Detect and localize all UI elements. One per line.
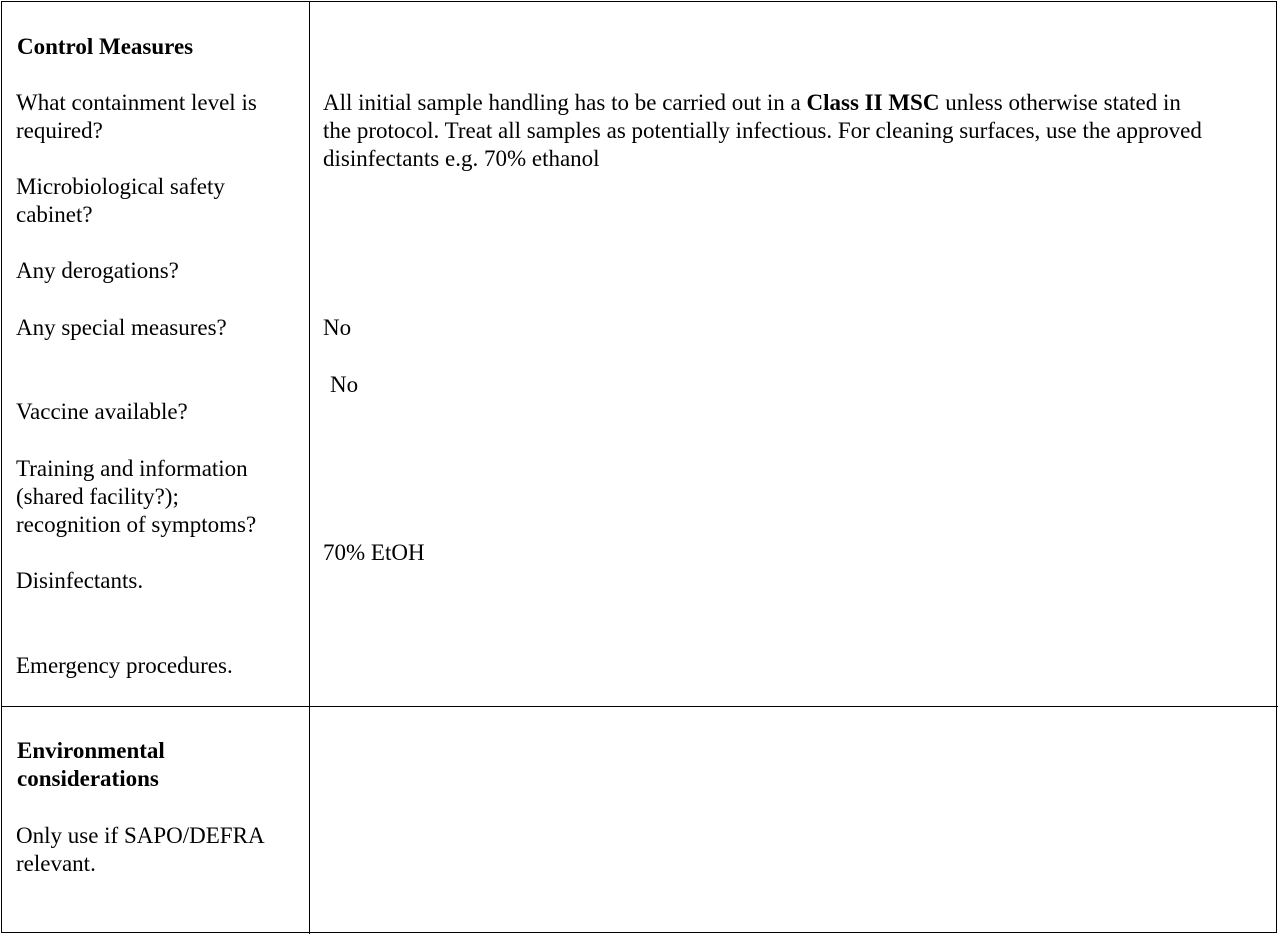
question-training-line1: Training and information (16, 456, 248, 481)
row-divider (1, 706, 1278, 707)
answer-disinfectants: 70% EtOH (323, 540, 425, 565)
question-training-line3: recognition of symptoms? (16, 512, 257, 537)
question-containment-line2: required? (16, 118, 103, 143)
question-vaccine: Vaccine available? (16, 399, 188, 424)
question-special-measures: Any special measures? (16, 315, 227, 340)
answer-containment-line3: disinfectants e.g. 70% ethanol (323, 146, 600, 171)
question-disinfectants: Disinfectants. (16, 568, 144, 593)
environmental-heading-line1: Environmental (17, 738, 165, 763)
answer-special-measures: No (323, 315, 352, 340)
question-derogations: Any derogations? (16, 258, 179, 283)
column-divider (309, 1, 310, 934)
question-msc-line2: cabinet? (16, 202, 93, 227)
question-emergency: Emergency procedures. (16, 653, 233, 678)
control-measures-heading: Control Measures (17, 34, 194, 59)
answer-containment-bold: Class II MSC (806, 90, 940, 115)
environmental-heading-line2: considerations (17, 766, 159, 791)
environmental-note-line2: relevant. (16, 851, 96, 876)
question-msc-line1: Microbiological safety (16, 174, 225, 199)
answer-containment-line2: the protocol. Treat all samples as potentially infectious. For cleaning surfaces, use the approved (323, 118, 1202, 143)
environmental-note-line1: Only use if SAPO/DEFRA (16, 823, 265, 848)
answer-containment-line1 (323, 89, 1181, 117)
answer-containment-suffix: unless otherwise stated in (939, 90, 1181, 115)
answer-containment-prefix: All initial sample handling has to be carried out in a (323, 90, 807, 115)
answer-vaccine: No (330, 372, 359, 397)
question-training-line2: (shared facility?); (16, 484, 179, 509)
question-containment-line1: What containment level is (16, 90, 257, 115)
